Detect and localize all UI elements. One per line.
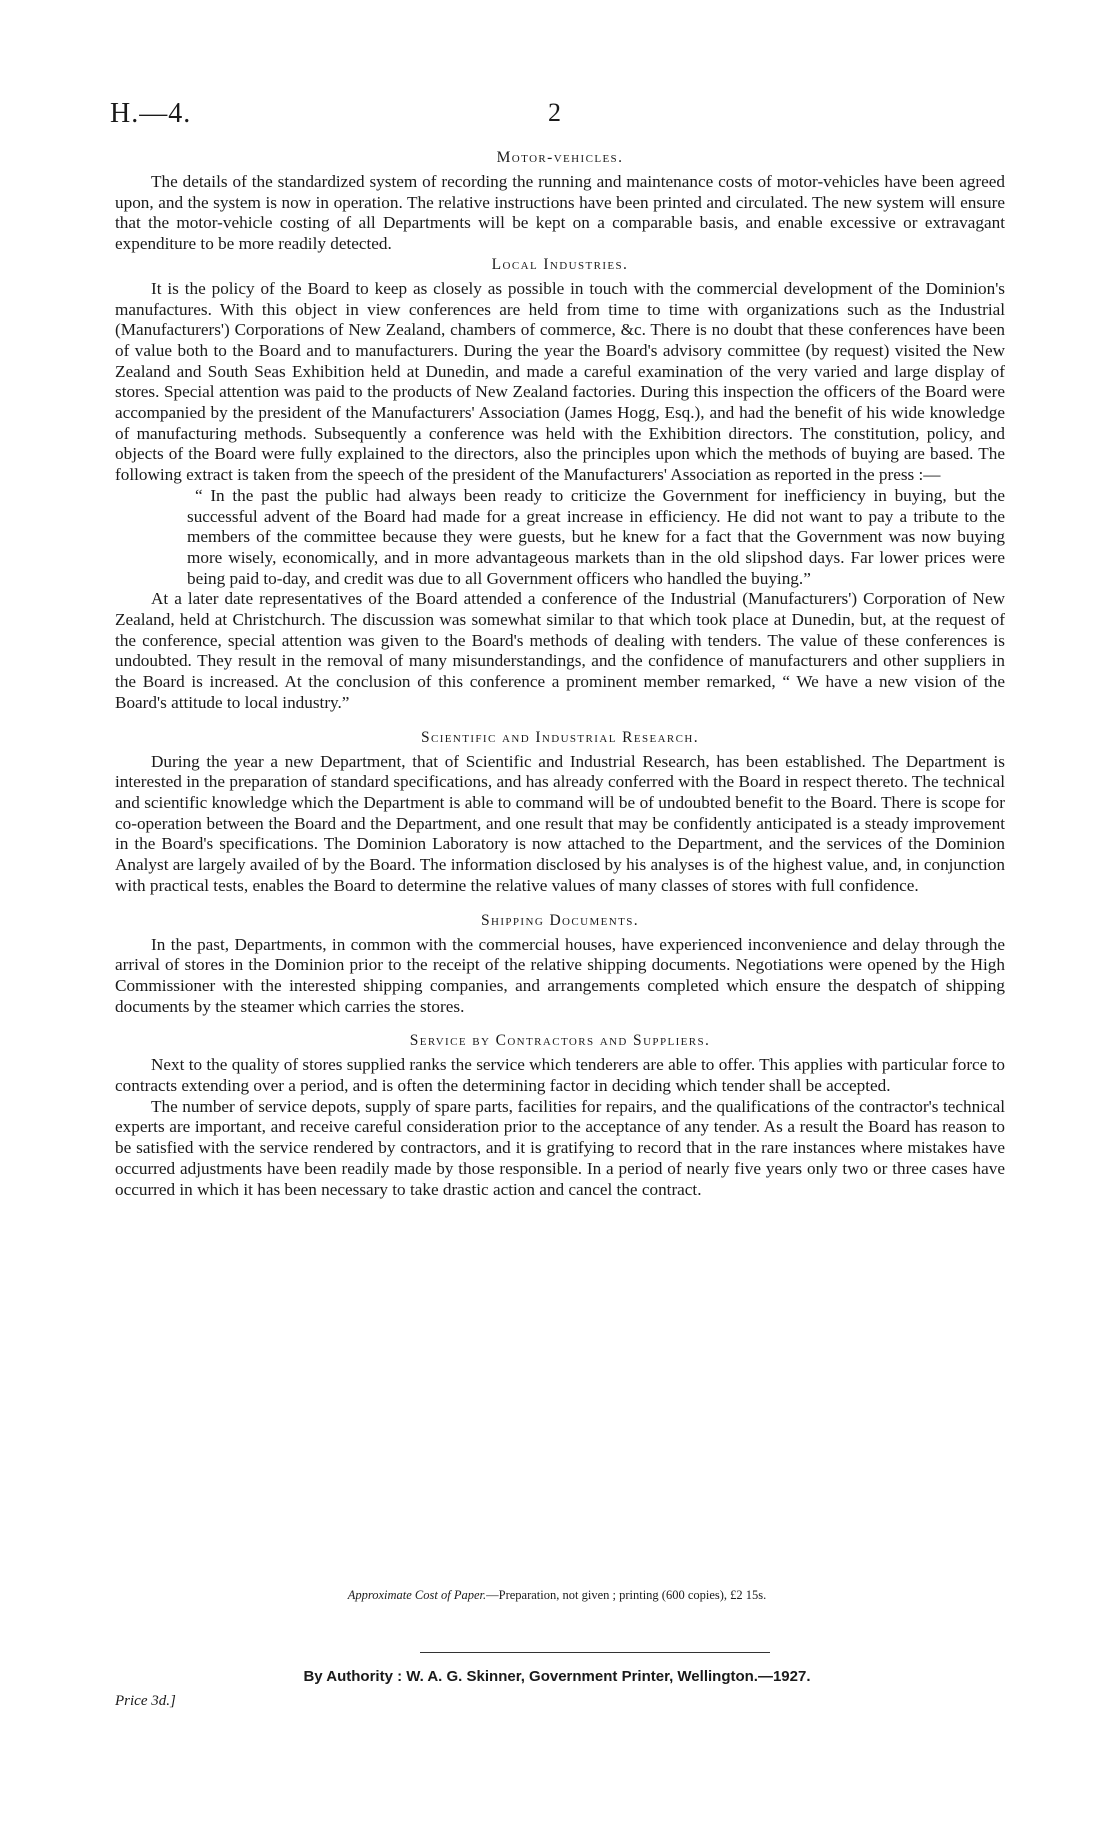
cost-text: —Preparation, not given ; printing (600 copies), £2 15s. (486, 1588, 767, 1602)
paragraph: Next to the quality of stores supplied ranks the service which tenderers are able to offer. This applies with particular force to contracts extending over a period, and is often the determining factor in deciding which tender shall be accepted. (115, 1055, 1005, 1096)
document-number: H.—4. (110, 98, 192, 129)
paragraph: In the past, Departments, in common with the commercial houses, have experienced inconvenience and delay through the arrival of stores in the Dominion prior to the receipt of the relative shipping documents. Negotiations were opened by the High Commissioner with the interested shipping companies, and arrangements completed which ensure the despatch of shipping documents by the steamer which carries the stores. (115, 934, 1005, 1016)
section-heading-motor-vehicles: Motor-vehicles. (496, 149, 624, 166)
paragraph: The details of the standardized system of recording the running and maintenance costs of motor-vehicles have been agreed upon, and the system is now in operation. The relative instructions have been printed and circulated. The new system will ensure that the motor-vehicle costing of all Departments will be kept on a comparable basis, and enable excessive or extravagant expenditure to be more readily detected. (115, 172, 1005, 254)
section-heading-service-contractors: Service by Contractors and Suppliers. (409, 1032, 711, 1050)
cost-note (0, 1588, 1114, 1603)
section-heading-local-industries: Local Industries. (491, 255, 629, 273)
paragraph: During the year a new Department, that of Scientific and Industrial Research, has been established. The Department is interested in the preparation of standard specifications, and has already conferred with the Board in respect thereto. The technical and scientific knowledge which the Department is able to command will be of undoubted benefit to the Board. There is scope for co-operation between the Board and the Department, and one result that may be confidently anticipated is a steady improvement in the Board's specifications. The Dominion Laboratory is now attached to the Department, and the services of the Dominion Analyst are largely availed of by the Board. The information disclosed by his analyses is of the highest value, and, in conjunction with practical tests, enables the Board to determine the relative values of many classes of stores with full confidence. (115, 751, 1005, 895)
cost-label: Approximate Cost of Paper. (347, 1588, 487, 1602)
block-quote: “ In the past the public had always been ready to criticize the Government for inefficiency in buying, but the successful advent of the Board had made for a great increase in efficiency. He did not want to pay a tribute to the members of the committee because they were guests, but he knew for a fact that the Government was now buying more wisely, economically, and in more advantageous markets than in the old slipshod days. Far lower prices were being paid to-day, and credit was due to all Government officers who handled the buying.” (187, 485, 1005, 588)
paragraph: The number of service depots, supply of spare parts, facilities for repairs, and the qualifications of the contractor's technical experts are important, and receive careful consideration prior to the acceptance of any tender. As a result the Board has reason to be satisfied with the service rendered by contractors, and it is gratifying to record that in the rare instances where mistakes have occurred adjustments have been readily made by those responsible. In a period of nearly five years only two or three cases have occurred in which it has been necessary to take drastic action and cancel the contract. (115, 1096, 1005, 1199)
section-heading-shipping-documents: Shipping Documents. (480, 911, 640, 929)
paragraph: It is the policy of the Board to keep as closely as possible in touch with the commercial development of the Dominion's manufactures. With this object in view conferences are held from time to time with organizations such as the Industrial (Manufacturers') Corporations of New Zealand, chambers of commerce, &c. There is no doubt that these conferences have been of value both to the Board and to manufacturers. During the year the Board's advisory committee (by request) visited the New Zealand and South Seas Exhibition held at Dunedin, and made a careful examination of the very varied and large display of stores. Special attention was paid to the products of New Zealand factories. During this inspection the officers of the Board were accompanied by the president of the Manufacturers' Association (James Hogg, Esq.), and had the benefit of his wide knowledge of manufacturing methods. Subsequently a conference was held with the Exhibition directors. The constitution, policy, and objects of the Board were fully explained to the directors, also the principles upon which the methods of buying are based. The following extract is taken from the speech of the president of the Manufacturers' Association as reported in the press :— (115, 278, 1005, 485)
price-label: Price 3d.] (115, 1693, 176, 1709)
printer-authority: By Authority : W. A. G. Skinner, Government Printer, Wellington.—1927. (303, 1668, 811, 1685)
document-body (115, 148, 1005, 1200)
page-header (110, 98, 1010, 138)
divider-rule (420, 1652, 770, 1653)
section-heading-scientific-research: Scientific and Industrial Research. (420, 728, 700, 746)
page-number: 2 (548, 98, 561, 127)
paragraph: At a later date representatives of the Board attended a conference of the Industrial (Manufacturers') Corporation of New Zealand, held at Christchurch. The discussion was somewhat similar to that which took place at Dunedin, but, at the request of the conference, special attention was given to the Board's methods of dealing with tenders. The value of these conferences is undoubted. They result in the removal of many misunderstandings, and the confidence of manufacturers and other suppliers in the Board is increased. At the conclusion of this conference a prominent member remarked, “ We have a new vision of the Board's attitude to local industry.” (115, 589, 1005, 712)
